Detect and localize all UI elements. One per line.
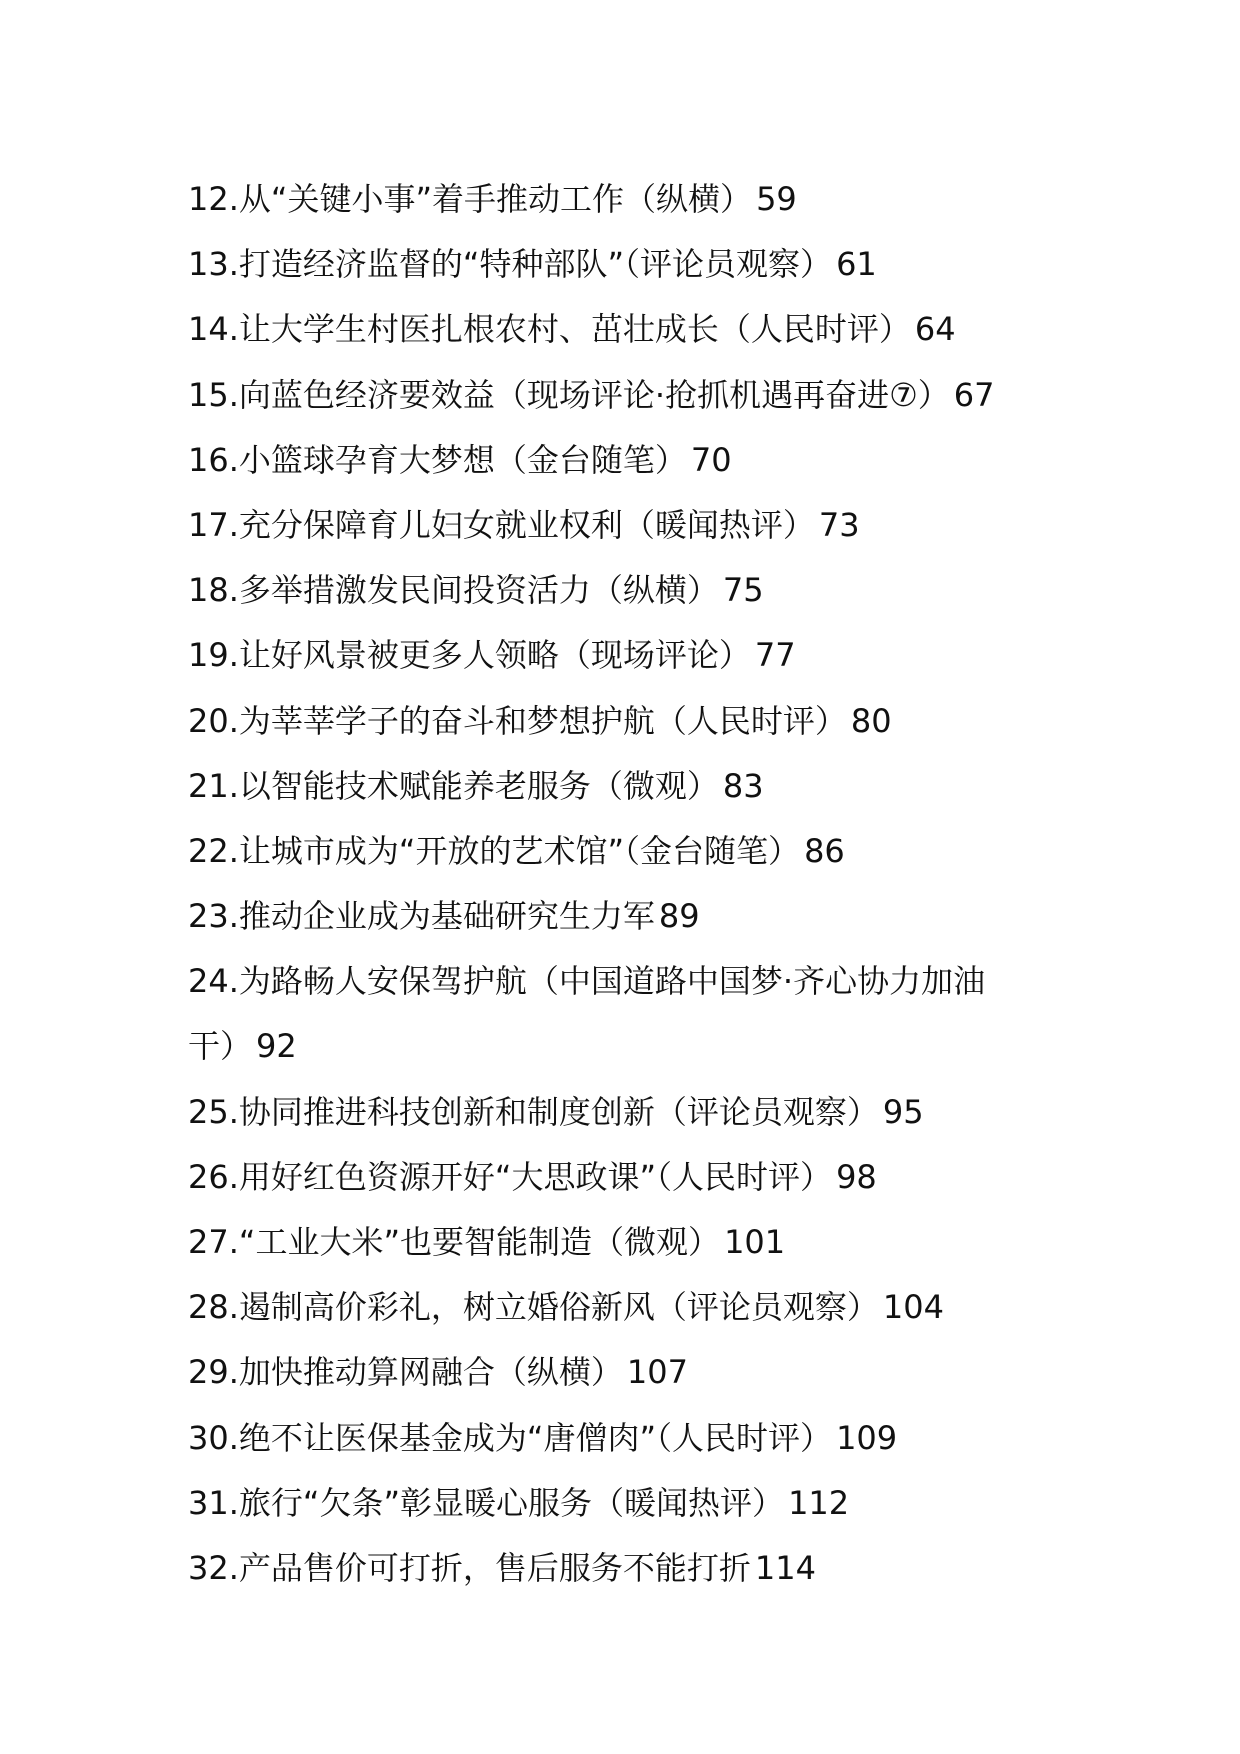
toc-entry-page-number: 109: [836, 1418, 898, 1457]
toc-entry-title: 30.绝不让医保基金成为“唐僧肉”（人民时评）: [188, 1418, 833, 1457]
toc-entry-page-number: 59: [756, 180, 797, 218]
toc-entry-title: 27.“工业大米”也要智能制造（微观）: [188, 1223, 721, 1261]
toc-entry-page-number: 64: [914, 310, 956, 349]
toc-entry-title: 15.向蓝色经济要效益（现场评论·抢抓机遇再奋进⑦）: [188, 375, 950, 414]
table-of-contents: [188, 167, 1068, 1601]
toc-entry[interactable]: [188, 819, 1068, 884]
toc-entry-title: 14.让大学生村医扎根农村、茁壮成长（人民时评）: [188, 310, 911, 349]
toc-entry-title: 31.旅行“欠条”彰显暖心服务（暖闻热评）: [188, 1483, 785, 1522]
toc-entry[interactable]: [188, 754, 1068, 819]
toc-entry-title: 13.打造经济监督的“特种部队”（评论员观察）: [188, 245, 833, 284]
toc-entry-page-number: 70: [690, 440, 732, 479]
toc-entry-continuation[interactable]: [188, 1014, 1068, 1079]
toc-entry[interactable]: [188, 167, 1068, 232]
toc-entry-page-number: 92: [256, 1027, 297, 1066]
toc-entry-page-number: 104: [882, 1288, 944, 1327]
toc-entry[interactable]: [188, 1210, 1068, 1275]
toc-entry-title: 28.遏制高价彩礼，树立婚俗新风（评论员观察）: [188, 1288, 879, 1327]
toc-entry-title: 32.产品售价可打折，售后服务不能打折: [188, 1548, 751, 1587]
toc-entry-page-number: 67: [953, 375, 995, 414]
toc-entry-title: 24.为路畅人安保驾护航（中国道路中国梦·齐心协力加油: [188, 962, 986, 1001]
toc-entry-title: 20.为莘莘学子的奋斗和梦想护航（人民时评）: [188, 701, 847, 740]
toc-entry-title: 干）: [188, 1027, 253, 1066]
toc-entry[interactable]: [188, 623, 1068, 688]
toc-entry-page-number: 61: [836, 245, 877, 284]
toc-entry-title: 29.加快推动算网融合（纵横）: [188, 1353, 623, 1392]
toc-entry-page-number: 98: [836, 1157, 877, 1196]
toc-entry[interactable]: [188, 1080, 1068, 1145]
toc-entry-page-number: 83: [722, 766, 764, 805]
toc-entry-title: 19.让好风景被更多人领略（现场评论）: [188, 636, 751, 675]
toc-entry-title: 17.充分保障育儿妇女就业权利（暖闻热评）: [188, 505, 815, 544]
toc-entry-title: 16.小篮球孕育大梦想（金台随笔）: [188, 440, 687, 479]
toc-entry-page-number: 86: [804, 831, 845, 870]
toc-entry-page-number: 112: [788, 1483, 850, 1522]
toc-entry[interactable]: [188, 363, 1068, 428]
toc-entry[interactable]: [188, 232, 1068, 297]
toc-entry-page-number: 107: [626, 1353, 688, 1392]
toc-entry[interactable]: [188, 1471, 1068, 1536]
toc-entry-page-number: 73: [818, 505, 860, 544]
toc-entry[interactable]: [188, 1406, 1068, 1471]
toc-entry[interactable]: [188, 428, 1068, 493]
toc-entry-page-number: 95: [882, 1092, 924, 1131]
toc-entry-title: 18.多举措激发民间投资活力（纵横）: [188, 571, 719, 610]
toc-entry-title: 25.协同推进科技创新和制度创新（评论员观察）: [188, 1092, 879, 1131]
toc-entry[interactable]: [188, 1275, 1068, 1340]
toc-entry-page-number: 77: [754, 636, 796, 675]
toc-entry[interactable]: [188, 558, 1068, 623]
toc-entry[interactable]: [188, 884, 1068, 949]
toc-entry[interactable]: [188, 1536, 1068, 1601]
toc-entry-title: 26.用好红色资源开好“大思政课”（人民时评）: [188, 1157, 833, 1196]
toc-entry-title: 22.让城市成为“开放的艺术馆”（金台随笔）: [188, 831, 801, 870]
toc-entry-page-number: 114: [754, 1548, 816, 1587]
toc-entry-title: 12.从“关键小事”着手推动工作（纵横）: [188, 180, 753, 218]
toc-entry-title: 23.推动企业成为基础研究生力军: [188, 897, 655, 936]
toc-entry-title: 21.以智能技术赋能养老服务（微观）: [188, 766, 719, 805]
toc-entry[interactable]: [188, 689, 1068, 754]
toc-entry-page-number: 75: [722, 571, 764, 610]
toc-entry[interactable]: [188, 493, 1068, 558]
toc-entry-page-number: 80: [850, 701, 892, 740]
toc-entry[interactable]: [188, 949, 1068, 1014]
toc-entry-page-number: 101: [724, 1223, 786, 1261]
toc-entry-page-number: 89: [658, 897, 700, 936]
toc-entry[interactable]: [188, 1145, 1068, 1210]
toc-entry[interactable]: [188, 297, 1068, 362]
toc-entry[interactable]: [188, 1340, 1068, 1405]
